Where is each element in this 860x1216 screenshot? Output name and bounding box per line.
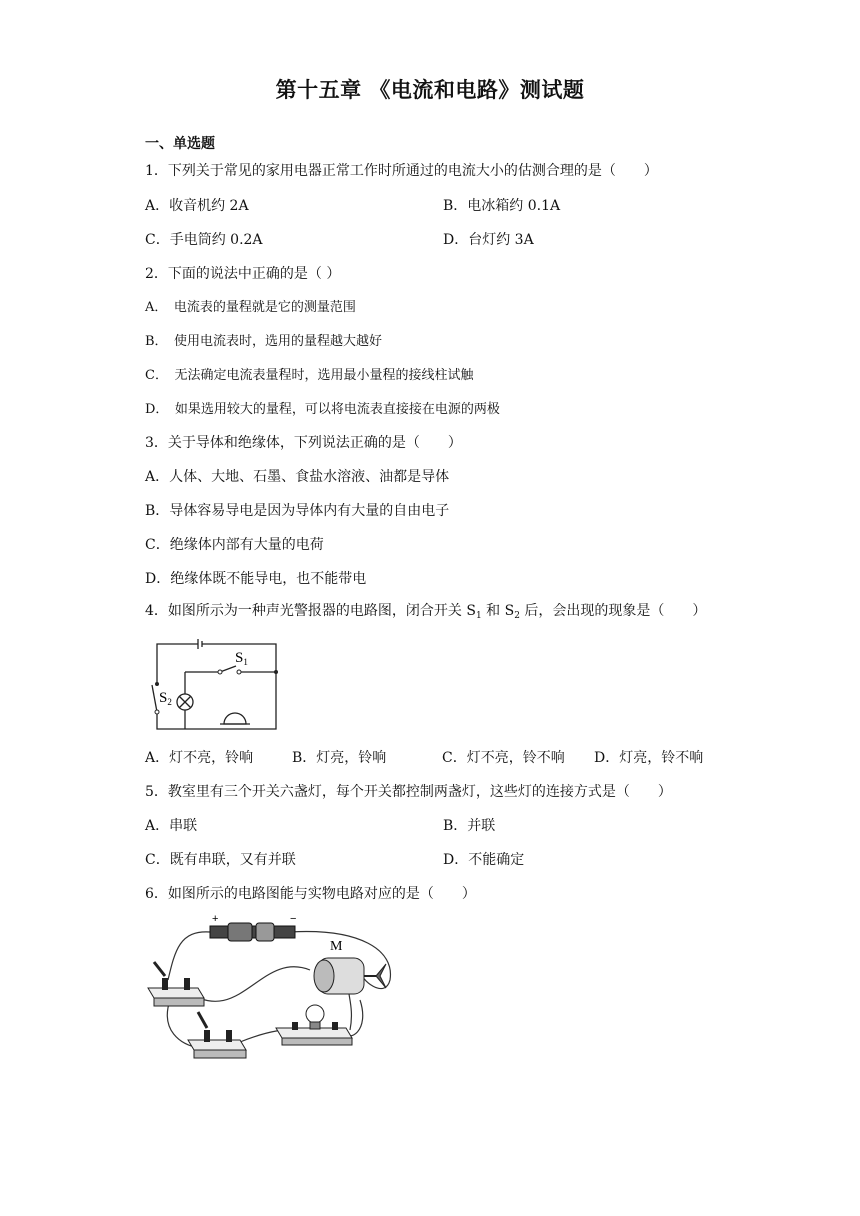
- q3-option-d: D．绝缘体既不能导电，也不能带电: [145, 571, 367, 587]
- switch-1-icon: [148, 962, 204, 1006]
- q1-option-d: D．台灯约 3A: [443, 232, 534, 248]
- q3-option-c: C．绝缘体内部有大量的电荷: [145, 537, 324, 553]
- switch-2-icon: [188, 1012, 246, 1058]
- switch-s1-label: $S_1$: [235, 650, 248, 667]
- question-5-stem: 5．教室里有三个开关六盏灯，每个开关都控制两盏灯，这些灯的连接方式是（ ）: [145, 784, 672, 800]
- question-1-stem: 1．下列关于常见的家用电器正常工作时所通过的电流大小的估测合理的是（ ）: [145, 163, 658, 179]
- q2-option-a: A． 电流表的量程就是它的测量范围: [145, 300, 356, 315]
- svg-text:−: −: [290, 913, 297, 925]
- q3-option-a: A．人体、大地、石墨、食盐水溶液、油都是导体: [145, 469, 450, 485]
- q2-option-b: B． 使用电流表时，选用的量程越大越好: [145, 334, 383, 349]
- q4-option-d: D．灯亮，铃不响: [594, 750, 704, 766]
- battery-pack-icon: [210, 913, 296, 941]
- q5-option-d: D．不能确定: [443, 852, 525, 868]
- bell-icon: [224, 713, 246, 724]
- question-6-stem: 6．如图所示的电路图能与实物电路对应的是（ ）: [145, 886, 476, 902]
- q5-option-a: A．串联: [145, 818, 198, 834]
- q2-option-d: D． 如果选用较大的量程，可以将电流表直接接在电源的两极: [145, 402, 500, 417]
- bulb-icon: [276, 1005, 352, 1045]
- switch-s2-label: $S_2$: [159, 690, 172, 707]
- question-2-stem: 2．下面的说法中正确的是（ ）: [145, 266, 341, 282]
- q2-option-c: C． 无法确定电流表量程时，选用最小量程的接线柱试触: [145, 368, 474, 383]
- section-heading: 一、单选题: [145, 136, 215, 152]
- q4-option-a: A．灯不亮，铃响: [145, 750, 254, 766]
- q3-option-b: B．导体容易导电是因为导体内有大量的自由电子: [145, 503, 450, 519]
- switch-s1-blade: [220, 666, 236, 672]
- q1-option-b: B．电冰箱约 0.1A: [443, 198, 561, 214]
- q5-option-c: C．既有串联，又有并联: [145, 852, 296, 868]
- question-4-stem: 4．如图所示为一种声光警报器的电路图，闭合开关 $S_1$ 和 $S_2$ 后，会出现的现象是（ ）: [145, 603, 707, 621]
- page-title: 第十五章 《电流和电路》测试题: [275, 77, 585, 102]
- q5-option-b: B．并联: [443, 818, 496, 834]
- svg-text:M: M: [330, 939, 343, 954]
- svg-text:+: +: [212, 913, 219, 925]
- alarm-circuit-diagram: [140, 636, 290, 736]
- q1-option-c: C．手电筒约 0.2A: [145, 232, 263, 248]
- q4-option-c: C．灯不亮，铃不响: [442, 750, 565, 766]
- question-3-stem: 3．关于导体和绝缘体，下列说法正确的是（ ）: [145, 435, 462, 451]
- physical-circuit-illustration: [140, 910, 410, 1070]
- q4-option-b: B．灯亮，铃响: [292, 750, 387, 766]
- q1-option-a: A．收音机约 2A: [145, 198, 249, 214]
